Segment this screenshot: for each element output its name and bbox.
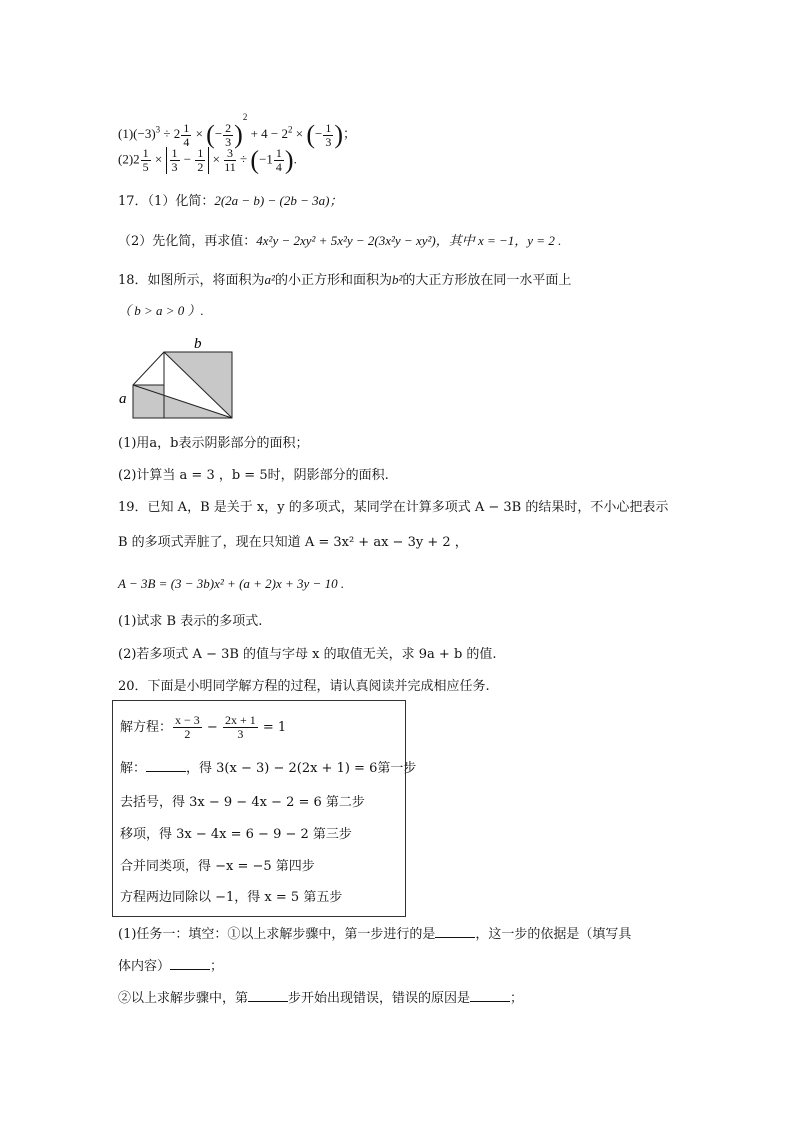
- operator: ÷: [236, 151, 251, 167]
- problem-text: 17．（1）化简：: [118, 194, 215, 209]
- step-1: [120, 759, 416, 779]
- expression: 4x²y − 2xy² + 5x²y − 2(3x²y − xy²): [256, 233, 436, 248]
- numerator: 1: [197, 146, 204, 160]
- condition: ，其中 x = −1，y = 2 .: [435, 233, 562, 248]
- problem-20-intro: 20．下面是小明同学解方程的过程，请认真阅读并完成相应任务.: [118, 679, 490, 694]
- step-2: 去括号，得 3x − 9 − 4x − 2 = 6 第二步: [120, 795, 365, 810]
- fraction: [141, 147, 151, 174]
- numerator: x − 3: [175, 713, 200, 727]
- fraction: [223, 714, 258, 741]
- solution-box: [112, 700, 417, 917]
- task-text: 步开始出现错误，错误的原因是: [288, 991, 471, 1006]
- task-text: ，这一步的依据是（填写具: [475, 927, 632, 942]
- fraction: [323, 122, 333, 149]
- fraction: [274, 147, 284, 174]
- numerator: 2: [225, 120, 232, 135]
- problem-18-intro: [118, 270, 571, 291]
- problem-16-part-1: $(1)(-3)^3 \div 2$ $\frac{1}{4}$ × (− $\frac{2}{3}$ )$^2 + 4 - 2^2$ × (− $\frac{1}{3}$ )；: [118, 112, 357, 150]
- sign: −: [315, 126, 323, 141]
- exponent: 2: [242, 112, 248, 122]
- problem-19-line-1: 19．已知 A，B 是关于 x，y 的多项式，某同学在计算多项式 A − 3B 的结果时，不小心把表示: [118, 500, 669, 515]
- numerator: 1: [171, 146, 178, 160]
- problem-19-question-1: (1)试求 B 表示的多项式.: [118, 614, 263, 629]
- problem-18-question-1: (1)用a，b表示阴影部分的面积；: [118, 436, 309, 451]
- denominator: 3: [237, 727, 244, 741]
- numerator: 1: [183, 120, 190, 135]
- step-text: ，得 3(x − 3) − 2(2x + 1) = 6第一步: [186, 761, 417, 776]
- answer-blank[interactable]: [435, 925, 475, 938]
- operator: ×: [292, 126, 307, 141]
- sign: −1: [259, 151, 273, 167]
- step-4: 合并同类项，得 −x = −5 第四步: [120, 859, 315, 874]
- step-5: 方程两边同除以 −1，得 x = 5 第五步: [120, 890, 343, 905]
- fraction: [173, 714, 202, 741]
- area-large: b²: [391, 272, 403, 287]
- operator: −: [180, 151, 195, 167]
- punctuation: ；: [343, 126, 357, 141]
- answer-blank[interactable]: [146, 759, 186, 772]
- fraction: [170, 147, 180, 174]
- numerator: 2x + 1: [224, 713, 256, 727]
- operator: + 4 − 2: [247, 126, 289, 141]
- answer-blank[interactable]: [170, 957, 210, 970]
- numerator: 1: [325, 120, 332, 135]
- squares-figure: [112, 334, 237, 424]
- problem-18-condition: （ b > a > 0 ）.: [118, 303, 204, 318]
- task-1-line-2: [118, 957, 223, 977]
- part-label: (1): [118, 126, 134, 141]
- whole-number: 2: [133, 151, 140, 167]
- operator: ×: [209, 151, 224, 167]
- problem-19-line-2: B 的多项式弄脏了，现在只知道 A = 3x² + ax − 3y + 2 ，: [118, 535, 468, 550]
- denominator: 3: [225, 134, 232, 149]
- answer-blank[interactable]: [470, 989, 510, 1002]
- problem-17-part-1: [118, 191, 342, 212]
- numerator: 3: [224, 147, 236, 161]
- task-1-line-1: [118, 925, 631, 945]
- punctuation: ；: [510, 991, 524, 1006]
- fraction: [195, 147, 205, 174]
- denominator: 5: [142, 160, 149, 174]
- problem-text: 的大正方形放在同一水平面上: [402, 273, 572, 288]
- problem-18-question-2: (2)计算当 a = 3 ，b = 5时，阴影部分的面积.: [118, 468, 389, 483]
- problem-19-line-3: A − 3B = (3 − 3b)x² + (a + 2)x + 3y − 10 .: [118, 576, 345, 591]
- step-3: 移项，得 3x − 4x = 6 − 9 − 2 第三步: [120, 827, 352, 842]
- operator: ÷ 2: [160, 126, 181, 141]
- task-2-line: [118, 989, 523, 1009]
- problem-text: 的小正方形和面积为: [274, 273, 392, 288]
- punctuation: .: [293, 151, 297, 167]
- task-text: (1)任务一：填空：①以上求解步骤中，第一步进行的是: [118, 927, 436, 942]
- area-small: a²: [264, 272, 275, 287]
- sign: −: [214, 126, 223, 141]
- answer-blank[interactable]: [248, 989, 288, 1002]
- absolute-value: [166, 147, 210, 174]
- exponent: 3: [155, 124, 161, 135]
- part-label: (2): [118, 151, 134, 167]
- numerator: 1: [275, 146, 282, 160]
- task-text: ②以上求解步骤中，第: [118, 991, 249, 1006]
- denominator: 3: [171, 160, 178, 174]
- task-text: 体内容）: [118, 959, 171, 974]
- denominator: 2: [184, 727, 191, 741]
- operator: ×: [151, 151, 166, 167]
- operator: ×: [192, 126, 207, 141]
- label-b: b: [194, 336, 202, 352]
- denominator: 2: [197, 160, 204, 174]
- expression: 2(2a − b) − (2b − 3a)；: [214, 193, 343, 208]
- denominator: 3: [325, 134, 332, 149]
- problem-17-part-2: [118, 231, 561, 252]
- right-hand-side: = 1: [258, 720, 287, 735]
- numerator: 1: [142, 146, 149, 160]
- fraction: [224, 147, 236, 174]
- punctuation: ；: [210, 959, 224, 974]
- label-a: a: [119, 391, 127, 407]
- problem-text: 18．如图所示，将面积为: [118, 273, 265, 288]
- equation-line: [120, 714, 286, 741]
- equation-label: 解方程：: [120, 720, 173, 735]
- operator: −: [202, 720, 222, 735]
- problem-16-part-2: (2)2 $\frac{1}{5}$ × $\frac{1}{3}$ − $\frac{1}{2}$ × $\frac{3}{11}$ ÷ (−1 $\frac{1}{4}$ ).: [118, 145, 297, 175]
- fraction: [223, 122, 233, 149]
- step-label: 解：: [120, 761, 147, 776]
- fraction: [181, 122, 191, 149]
- denominator: 11: [224, 160, 236, 174]
- problem-text: （2）先化简，再求值：: [118, 234, 257, 249]
- denominator: 4: [183, 134, 190, 149]
- base-term: (−3): [133, 126, 156, 141]
- denominator: 4: [275, 160, 282, 174]
- exponent: 2: [288, 124, 293, 135]
- problem-19-question-2: (2)若多项式 A − 3B 的值与字母 x 的取值无关，求 9a + b 的值.: [118, 647, 497, 662]
